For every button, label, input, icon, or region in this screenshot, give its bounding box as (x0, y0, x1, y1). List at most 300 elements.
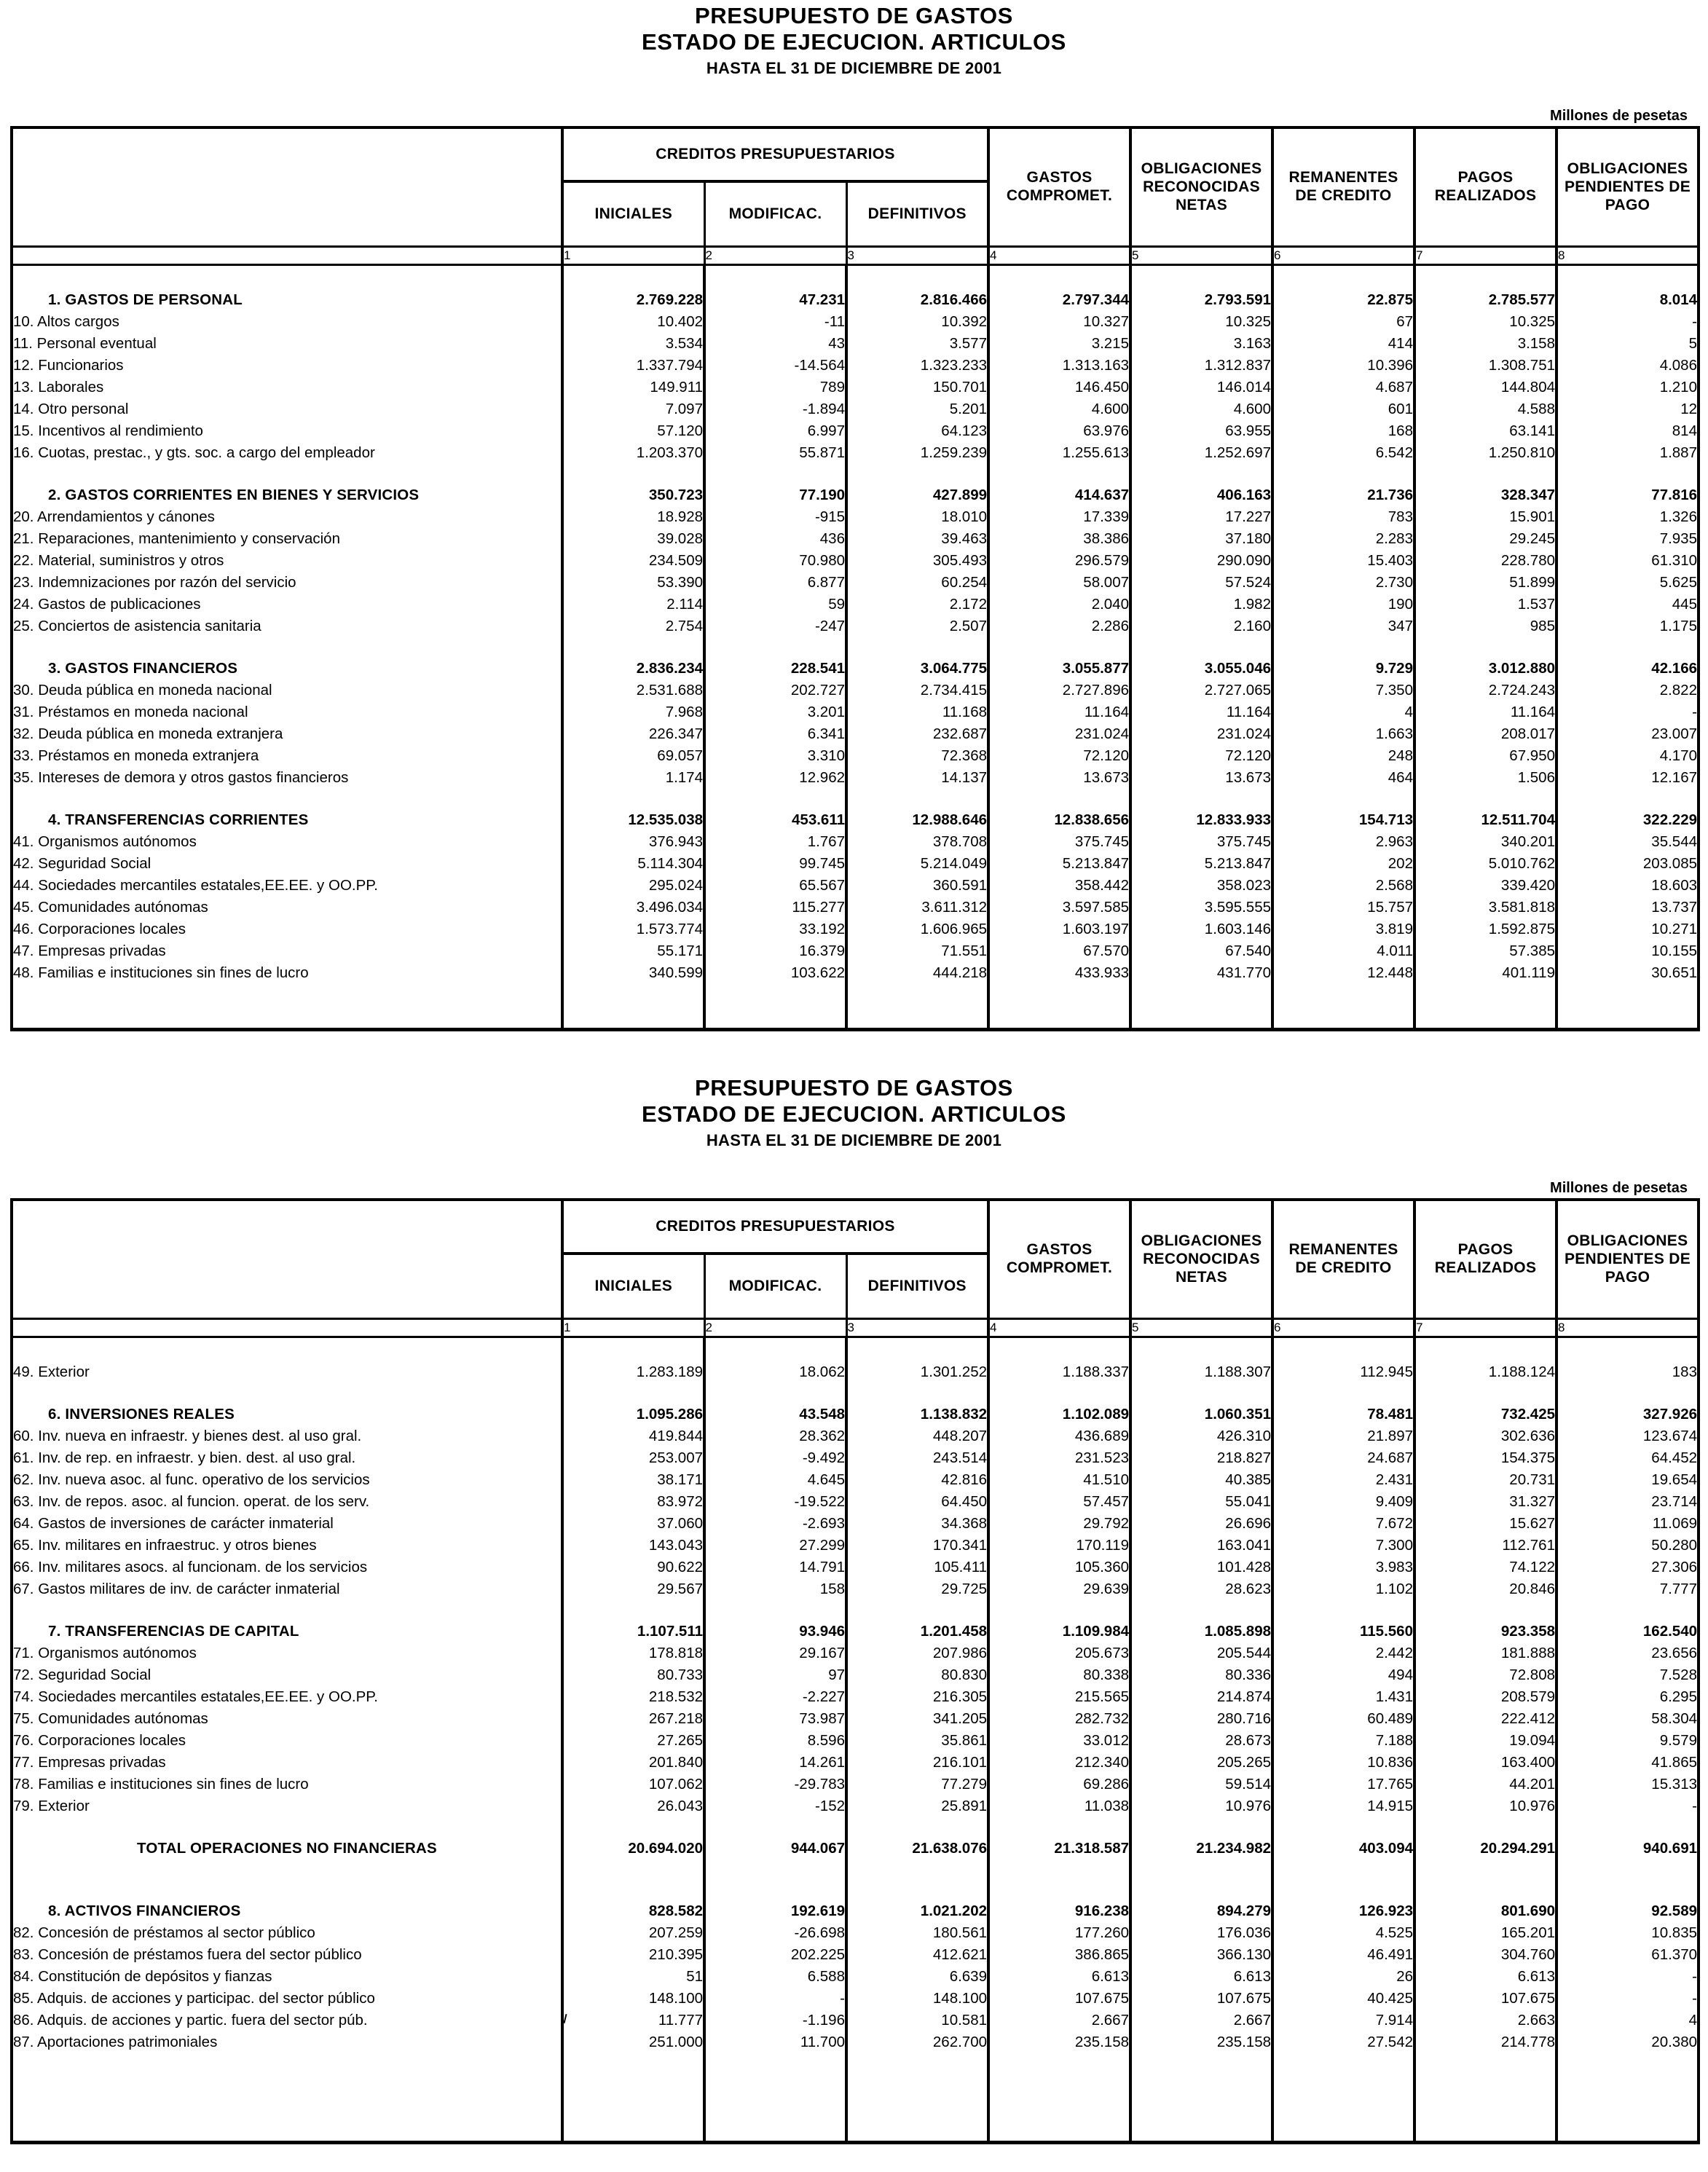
row-value-1: 2.769.228 (562, 289, 704, 311)
colnum-6-b: 6 (1272, 1319, 1414, 1337)
row-value-8: 23.656 (1557, 1642, 1699, 1664)
row-label: 14. Otro personal (12, 398, 562, 420)
row-value-4: 29.639 (988, 1578, 1130, 1600)
row-value-8: - (1557, 1988, 1699, 2010)
row-value-5: 280.716 (1130, 1708, 1272, 1730)
row-value-6: 21.897 (1272, 1425, 1414, 1447)
table-row (12, 1900, 1699, 1922)
section-gap-1 (0, 1031, 1708, 1072)
row-value-2: 6.997 (704, 420, 846, 442)
row-label: 4. TRANSFERENCIAS CORRIENTES (12, 809, 562, 831)
row-value-6: 40.425 (1272, 1988, 1414, 2010)
colnum-4: 4 (988, 247, 1130, 265)
table-spacer-row (12, 789, 1699, 809)
row-value-3: 71.551 (846, 940, 988, 962)
row-value-1: 39.028 (562, 528, 704, 550)
row-value-7: 154.375 (1414, 1447, 1557, 1469)
row-value-4: 1.603.197 (988, 918, 1130, 940)
budget-table-2 (10, 1198, 1700, 2144)
table-row (12, 1752, 1699, 1774)
row-value-6: 202 (1272, 853, 1414, 875)
row-value-1: 27.265 (562, 1730, 704, 1752)
row-value-1: 90.622 (562, 1557, 704, 1578)
row-value-1: 1.337.794 (562, 355, 704, 377)
row-value-6: 24.687 (1272, 1447, 1414, 1469)
colnum-8: 8 (1557, 247, 1699, 265)
row-value-8: - (1557, 311, 1699, 333)
row-value-7: 4.588 (1414, 398, 1557, 420)
table-row (12, 528, 1699, 550)
row-value-8: 42.166 (1557, 658, 1699, 680)
row-value-4: 2.797.344 (988, 289, 1130, 311)
row-value-3: 6.639 (846, 1966, 988, 1988)
units-label-1: Millones de pesetas (1550, 108, 1688, 125)
row-value-7: 985 (1414, 615, 1557, 637)
row-value-1: 350.723 (562, 484, 704, 506)
row-value-6: 15.757 (1272, 897, 1414, 918)
row-value-4: 433.933 (988, 962, 1130, 984)
header-group-creditos: CREDITOS PRESUPUESTARIOS (562, 127, 988, 181)
row-value-8: 50.280 (1557, 1535, 1699, 1557)
table-row (12, 1664, 1699, 1686)
row-value-5: 28.673 (1130, 1730, 1272, 1752)
row-value-4: 1.255.613 (988, 442, 1130, 464)
row-value-1: 828.582 (562, 1900, 704, 1922)
row-value-2: 202.225 (704, 1944, 846, 1966)
row-label: 41. Organismos autónomos (12, 831, 562, 853)
row-value-8: 27.306 (1557, 1557, 1699, 1578)
row-value-4: 296.579 (988, 550, 1130, 572)
row-label: 35. Intereses de demora y otros gastos financieros (12, 767, 562, 789)
row-value-2: 14.261 (704, 1752, 846, 1774)
row-value-2: 14.791 (704, 1557, 846, 1578)
row-value-1: 295.024 (562, 875, 704, 897)
row-value-5: 1.312.837 (1130, 355, 1272, 377)
row-value-5: 63.955 (1130, 420, 1272, 442)
table-row (12, 1922, 1699, 1944)
row-value-1: 38.171 (562, 1469, 704, 1491)
row-value-8: 322.229 (1557, 809, 1699, 831)
row-value-6: 7.300 (1272, 1535, 1414, 1557)
page-subtitle: ESTADO DE EJECUCION. ARTICULOS (642, 29, 1066, 55)
row-value-6: 9.729 (1272, 658, 1414, 680)
row-value-8: 1.210 (1557, 377, 1699, 398)
row-label: 74. Sociedades mercantiles estatales,EE.EE. y OO.PP. (12, 1686, 562, 1708)
row-label: 3. GASTOS FINANCIEROS (12, 658, 562, 680)
row-value-4: 33.012 (988, 1730, 1130, 1752)
row-value-5: 2.667 (1130, 2010, 1272, 2031)
row-value-1: 20.694.020 (562, 1838, 704, 1860)
row-value-4: 2.040 (988, 594, 1130, 615)
row-label: 12. Funcionarios (12, 355, 562, 377)
row-label: 2. GASTOS CORRIENTES EN BIENES Y SERVICIOS (12, 484, 562, 506)
row-value-5: 2.793.591 (1130, 289, 1272, 311)
row-label: 30. Deuda pública en moneda nacional (12, 680, 562, 701)
header-col-modificac: MODIFICAC. (704, 181, 846, 247)
row-value-1: 12.535.038 (562, 809, 704, 831)
row-value-2: 453.611 (704, 809, 846, 831)
row-value-3: 72.368 (846, 745, 988, 767)
row-value-8: 7.935 (1557, 528, 1699, 550)
row-label: 10. Altos cargos (12, 311, 562, 333)
row-value-5: 894.279 (1130, 1900, 1272, 1922)
row-label: 71. Organismos autónomos (12, 1642, 562, 1664)
table-pad-row (12, 2097, 1699, 2119)
row-value-3: 42.816 (846, 1469, 988, 1491)
row-value-5: 290.090 (1130, 550, 1272, 572)
row-value-6: 7.350 (1272, 680, 1414, 701)
row-value-3: 170.341 (846, 1535, 988, 1557)
row-value-7: 1.188.124 (1414, 1361, 1557, 1383)
row-value-6: 403.094 (1272, 1838, 1414, 1860)
row-value-3: 444.218 (846, 962, 988, 984)
table-row (12, 1730, 1699, 1752)
row-label: 72. Seguridad Social (12, 1664, 562, 1686)
row-value-4: 2.286 (988, 615, 1130, 637)
table-pad-row (12, 2053, 1699, 2075)
row-value-2: 202.727 (704, 680, 846, 701)
row-value-2: 228.541 (704, 658, 846, 680)
colnum-7-b: 7 (1414, 1319, 1557, 1337)
row-value-6: 464 (1272, 767, 1414, 789)
row-value-7: 1.537 (1414, 594, 1557, 615)
row-value-1: 18.928 (562, 506, 704, 528)
row-label: 7. TRANSFERENCIAS DE CAPITAL (12, 1621, 562, 1642)
row-value-8: 15.313 (1557, 1774, 1699, 1795)
row-value-3: 3.064.775 (846, 658, 988, 680)
row-value-7: 2.785.577 (1414, 289, 1557, 311)
table-row (12, 875, 1699, 897)
row-value-5: 1.252.697 (1130, 442, 1272, 464)
row-value-3: 232.687 (846, 723, 988, 745)
row-value-1: 1.107.511 (562, 1621, 704, 1642)
table-row (12, 355, 1699, 377)
row-label: 6. INVERSIONES REALES (12, 1404, 562, 1425)
row-label: 76. Corporaciones locales (12, 1730, 562, 1752)
row-label: 84. Constitución de depósitos y fianzas (12, 1966, 562, 1988)
row-value-5: 6.613 (1130, 1966, 1272, 1988)
row-value-1: 57.120 (562, 420, 704, 442)
colnum-5: 5 (1130, 247, 1272, 265)
row-value-6: 4.687 (1272, 377, 1414, 398)
colnum-5-b: 5 (1130, 1319, 1272, 1337)
row-value-1: 1.095.286 (562, 1404, 704, 1425)
row-value-2: 103.622 (704, 962, 846, 984)
row-value-1: 201.840 (562, 1752, 704, 1774)
row-value-8: 445 (1557, 594, 1699, 615)
row-value-6: 2.568 (1272, 875, 1414, 897)
row-value-7: 208.579 (1414, 1686, 1557, 1708)
page-date-line: HASTA EL 31 DE DICIEMBRE DE 2001 (706, 58, 1002, 77)
row-value-2: 16.379 (704, 940, 846, 962)
table-pad-row (12, 265, 1699, 290)
row-value-4: 21.318.587 (988, 1838, 1130, 1860)
row-value-7: 15.901 (1414, 506, 1557, 528)
row-value-8: 1.326 (1557, 506, 1699, 528)
row-value-1: 143.043 (562, 1535, 704, 1557)
row-value-4: 72.120 (988, 745, 1130, 767)
row-value-3: 80.830 (846, 1664, 988, 1686)
row-value-7: 12.511.704 (1414, 809, 1557, 831)
row-value-2: 43.548 (704, 1404, 846, 1425)
row-value-5: 101.428 (1130, 1557, 1272, 1578)
row-value-7: 29.245 (1414, 528, 1557, 550)
row-value-8: 10.271 (1557, 918, 1699, 940)
row-value-5: 37.180 (1130, 528, 1272, 550)
row-value-7: 144.804 (1414, 377, 1557, 398)
table-spacer-row (12, 1600, 1699, 1621)
row-label: 85. Adquis. de acciones y participac. del sector público (12, 1988, 562, 2010)
row-value-2: 97 (704, 1664, 846, 1686)
row-value-4: 2.727.896 (988, 680, 1130, 701)
row-value-1: 26.043 (562, 1795, 704, 1817)
row-value-6: 9.409 (1272, 1491, 1414, 1513)
row-value-2: -9.492 (704, 1447, 846, 1469)
table-row (12, 853, 1699, 875)
row-value-7: 44.201 (1414, 1774, 1557, 1795)
row-value-8: 5.625 (1557, 572, 1699, 594)
row-value-7: 228.780 (1414, 550, 1557, 572)
row-label: 62. Inv. nueva asoc. al func. operativo de los servicios (12, 1469, 562, 1491)
row-value-6: 4 (1272, 701, 1414, 723)
row-label: 60. Inv. nueva en infraestr. y bienes dest. al uso gral. (12, 1425, 562, 1447)
row-value-8: 18.603 (1557, 875, 1699, 897)
table-row (12, 723, 1699, 745)
row-value-4: 10.327 (988, 311, 1130, 333)
row-value-7: 2.724.243 (1414, 680, 1557, 701)
row-value-4: 80.338 (988, 1664, 1130, 1686)
row-value-4: 67.570 (988, 940, 1130, 962)
row-value-4: 13.673 (988, 767, 1130, 789)
row-value-5: 10.976 (1130, 1795, 1272, 1817)
row-value-7: 732.425 (1414, 1404, 1557, 1425)
table-row (12, 420, 1699, 442)
table-row (12, 398, 1699, 420)
row-value-2: 192.619 (704, 1900, 846, 1922)
row-value-6: 115.560 (1272, 1621, 1414, 1642)
row-value-8: 23.007 (1557, 723, 1699, 745)
table-row (12, 1535, 1699, 1557)
row-value-4: 107.675 (988, 1988, 1130, 2010)
row-value-8: 4 (1557, 2010, 1699, 2031)
header-obligaciones-pendientes-pago-2: OBLIGACIONES PENDIENTES DE PAGO (1557, 1200, 1699, 1319)
table-row (12, 1944, 1699, 1966)
row-value-8: 92.589 (1557, 1900, 1699, 1922)
table-row (12, 1621, 1699, 1642)
row-value-3: 18.010 (846, 506, 988, 528)
row-value-1: 226.347 (562, 723, 704, 745)
row-value-3: 2.734.415 (846, 680, 988, 701)
row-value-2: 28.362 (704, 1425, 846, 1447)
row-value-1: 107.062 (562, 1774, 704, 1795)
row-value-7: 302.636 (1414, 1425, 1557, 1447)
row-value-6: 2.442 (1272, 1642, 1414, 1664)
row-value-4: 4.600 (988, 398, 1130, 420)
row-value-5: 2.727.065 (1130, 680, 1272, 701)
row-value-1: 2.531.688 (562, 680, 704, 701)
table-spacer-row (12, 464, 1699, 484)
header-col-modificac-2: MODIFICAC. (704, 1254, 846, 1319)
header-col-definitivos-2: DEFINITIVOS (846, 1254, 988, 1319)
row-label: 45. Comunidades autónomas (12, 897, 562, 918)
row-value-6: 15.403 (1272, 550, 1414, 572)
row-value-4: 1.188.337 (988, 1361, 1130, 1383)
row-value-3: 77.279 (846, 1774, 988, 1795)
row-value-2: 55.871 (704, 442, 846, 464)
row-value-5: 146.014 (1130, 377, 1272, 398)
row-value-6: 7.188 (1272, 1730, 1414, 1752)
header-gastos-comprometidos: GASTOS COMPROMET. (988, 127, 1130, 247)
row-label: 67. Gastos militares de inv. de carácter inmaterial (12, 1578, 562, 1600)
row-value-3: 14.137 (846, 767, 988, 789)
row-value-7: 3.158 (1414, 333, 1557, 355)
row-value-4: 231.024 (988, 723, 1130, 745)
row-value-5: 231.024 (1130, 723, 1272, 745)
table-body-2 (12, 1337, 1699, 2143)
row-value-1: 1.203.370 (562, 442, 704, 464)
table-spacer-row (12, 1880, 1699, 1900)
row-value-2: 70.980 (704, 550, 846, 572)
row-value-6: 78.481 (1272, 1404, 1414, 1425)
row-value-3: 34.368 (846, 1513, 988, 1535)
row-value-8: 58.304 (1557, 1708, 1699, 1730)
row-value-5: 426.310 (1130, 1425, 1272, 1447)
row-value-5: 358.023 (1130, 875, 1272, 897)
row-value-4: 63.976 (988, 420, 1130, 442)
row-value-4: 105.360 (988, 1557, 1130, 1578)
table-row (12, 572, 1699, 594)
row-value-7: 20.846 (1414, 1578, 1557, 1600)
row-value-4: 170.119 (988, 1535, 1130, 1557)
row-value-7: 1.250.810 (1414, 442, 1557, 464)
row-value-2: -247 (704, 615, 846, 637)
table-row (12, 377, 1699, 398)
colnum-6: 6 (1272, 247, 1414, 265)
row-value-1: 376.943 (562, 831, 704, 853)
page-date-line-2: HASTA EL 31 DE DICIEMBRE DE 2001 (706, 1130, 1002, 1149)
row-value-3: 360.591 (846, 875, 988, 897)
row-value-7: 10.976 (1414, 1795, 1557, 1817)
table-pad-row (12, 2075, 1699, 2097)
row-value-1: 218.532 (562, 1686, 704, 1708)
row-value-3: 427.899 (846, 484, 988, 506)
table-row (12, 2010, 1699, 2031)
row-value-4: 231.523 (988, 1447, 1130, 1469)
page-subtitle-2: ESTADO DE EJECUCION. ARTICULOS (642, 1101, 1066, 1128)
row-value-4: 414.637 (988, 484, 1130, 506)
row-value-8: 10.155 (1557, 940, 1699, 962)
row-value-1: 37.060 (562, 1513, 704, 1535)
row-value-2: -1.894 (704, 398, 846, 420)
table-row (12, 658, 1699, 680)
row-value-6: 1.431 (1272, 1686, 1414, 1708)
row-value-2: -26.698 (704, 1922, 846, 1944)
row-value-7: 165.201 (1414, 1922, 1557, 1944)
row-value-5: 12.833.933 (1130, 809, 1272, 831)
row-value-2: -2.227 (704, 1686, 846, 1708)
row-value-1: 10.402 (562, 311, 704, 333)
budget-table-1 (10, 126, 1700, 1031)
row-value-6: 347 (1272, 615, 1414, 637)
colnum-blank (12, 247, 562, 265)
row-value-3: 180.561 (846, 1922, 988, 1944)
row-label: 79. Exterior (12, 1795, 562, 1817)
row-value-7: 304.760 (1414, 1944, 1557, 1966)
row-value-2: 27.299 (704, 1535, 846, 1557)
row-value-8: 77.816 (1557, 484, 1699, 506)
header-col-iniciales: INICIALES (562, 181, 704, 247)
row-value-5: 59.514 (1130, 1774, 1272, 1795)
row-value-3: 60.254 (846, 572, 988, 594)
row-value-8: 41.865 (1557, 1752, 1699, 1774)
header-col-definitivos: DEFINITIVOS (846, 181, 988, 247)
row-value-3: 12.988.646 (846, 809, 988, 831)
row-value-7: 163.400 (1414, 1752, 1557, 1774)
table-header-1 (12, 127, 1699, 265)
table-row (12, 1513, 1699, 1535)
row-value-3: 148.100 (846, 1988, 988, 2010)
row-value-5: 40.385 (1130, 1469, 1272, 1491)
row-value-3: 1.323.233 (846, 355, 988, 377)
row-value-6: 414 (1272, 333, 1414, 355)
row-value-7: 6.613 (1414, 1966, 1557, 1988)
row-value-4: 215.565 (988, 1686, 1130, 1708)
page-title-2: PRESUPUESTO DE GASTOS (695, 1075, 1013, 1101)
row-value-3: 35.861 (846, 1730, 988, 1752)
row-value-6: 14.915 (1272, 1795, 1414, 1817)
row-value-1: 419.844 (562, 1425, 704, 1447)
row-value-5: 205.544 (1130, 1642, 1272, 1664)
row-value-5: 5.213.847 (1130, 853, 1272, 875)
row-label: 78. Familias e instituciones sin fines de lucro (12, 1774, 562, 1795)
row-value-1: 3.534 (562, 333, 704, 355)
row-value-1: 210.395 (562, 1944, 704, 1966)
row-value-3: 1.021.202 (846, 1900, 988, 1922)
row-label: 46. Corporaciones locales (12, 918, 562, 940)
row-value-5: 1.085.898 (1130, 1621, 1272, 1642)
row-value-6: 154.713 (1272, 809, 1414, 831)
row-value-7: 74.122 (1414, 1557, 1557, 1578)
row-value-3: 5.214.049 (846, 853, 988, 875)
row-value-7: 67.950 (1414, 745, 1557, 767)
row-value-2: -1.196 (704, 2010, 846, 2031)
table-row (12, 940, 1699, 962)
row-value-4: 58.007 (988, 572, 1130, 594)
row-label: 44. Sociedades mercantiles estatales,EE.EE. y OO.PP. (12, 875, 562, 897)
row-value-5: 163.041 (1130, 1535, 1272, 1557)
row-value-6: 26 (1272, 1966, 1414, 1988)
row-value-5: 10.325 (1130, 311, 1272, 333)
row-label: 77. Empresas privadas (12, 1752, 562, 1774)
header-pagos-realizados-2: PAGOS REALIZADOS (1414, 1200, 1557, 1319)
row-value-8: - (1557, 701, 1699, 723)
row-value-4: 69.286 (988, 1774, 1130, 1795)
row-value-5: 21.234.982 (1130, 1838, 1272, 1860)
row-value-6: 4.011 (1272, 940, 1414, 962)
row-value-6: 10.396 (1272, 355, 1414, 377)
row-value-3: 3.611.312 (846, 897, 988, 918)
row-value-1: 253.007 (562, 1447, 704, 1469)
row-label: 23. Indemnizaciones por razón del servicio (12, 572, 562, 594)
row-label: 63. Inv. de repos. asoc. al funcion. operat. de los serv. (12, 1491, 562, 1513)
row-value-3: 1.201.458 (846, 1621, 988, 1642)
row-value-5: 11.164 (1130, 701, 1272, 723)
row-value-5: 3.595.555 (1130, 897, 1272, 918)
row-value-5: 3.055.046 (1130, 658, 1272, 680)
row-value-2: -152 (704, 1795, 846, 1817)
row-value-3: 1.606.965 (846, 918, 988, 940)
row-value-7: 19.094 (1414, 1730, 1557, 1752)
